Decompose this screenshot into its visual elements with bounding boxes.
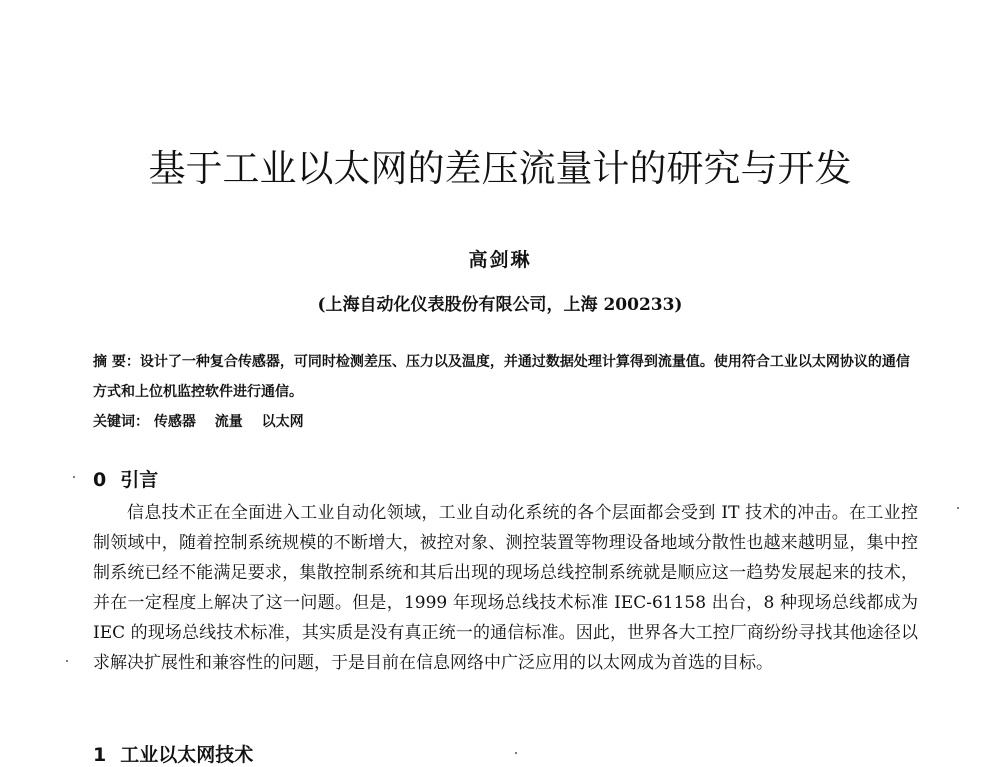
abstract-label: 摘 要： xyxy=(93,354,140,370)
paper-title: 基于工业以太网的差压流量计的研究与开发 xyxy=(148,147,852,190)
abstract xyxy=(93,347,923,407)
paragraph: 信息技术正在全面进入工业自动化领域，工业自动化系统的各个层面都会受到 IT 技术的冲击。在工业控制领域中，随着控制系统规模的不断增大，被控对象、测控装置等物理设备地域分散性也越来越明显，集中控制系统已经不能满足要求，集散控制系统和其后出现的现场总线控制系统就是顺应这一趋势发展起来的技术，并在一定程度上解决了这一问题。但是，1999 年现场总线技术标准 IEC-61158 出台，8 种现场总线都成为 IEC 的现场总线技术标准，其实质是没有真正统一的通信标准。因此，世界各大工控厂商纷纷寻找其他途径以求解决扩展性和兼容性的问题，于是目前在信息网络中广泛应用的以太网成为首选的目标。 xyxy=(93,503,918,673)
keyword: 以太网 xyxy=(261,414,304,430)
section-number: 1 xyxy=(93,744,107,766)
keyword: 传感器 xyxy=(153,414,196,430)
keywords-label: 关键词： xyxy=(93,414,149,430)
keyword: 流量 xyxy=(214,414,243,430)
keywords xyxy=(93,410,923,434)
scan-speck xyxy=(515,752,517,754)
section-title: 引言 xyxy=(120,469,159,491)
section-body-intro xyxy=(93,498,918,678)
scan-speck xyxy=(73,476,75,478)
scan-speck xyxy=(66,660,68,662)
section-heading-intro xyxy=(93,465,158,492)
author-name: 高剑琳 xyxy=(468,249,532,271)
abstract-text: 设计了一种复合传感器，可同时检测差压、压力以及温度，并通过数据处理计算得到流量值。使用符合工业以太网协议的通信方式和上位机监控软件进行通信。 xyxy=(93,354,910,400)
section-heading-ethernet xyxy=(93,740,253,767)
scan-speck xyxy=(957,507,959,509)
section-number: 0 xyxy=(93,469,107,491)
section-title: 工业以太网技术 xyxy=(120,744,254,766)
author-affiliation: (上海自动化仪表股份有限公司，上海 200233) xyxy=(317,295,683,315)
